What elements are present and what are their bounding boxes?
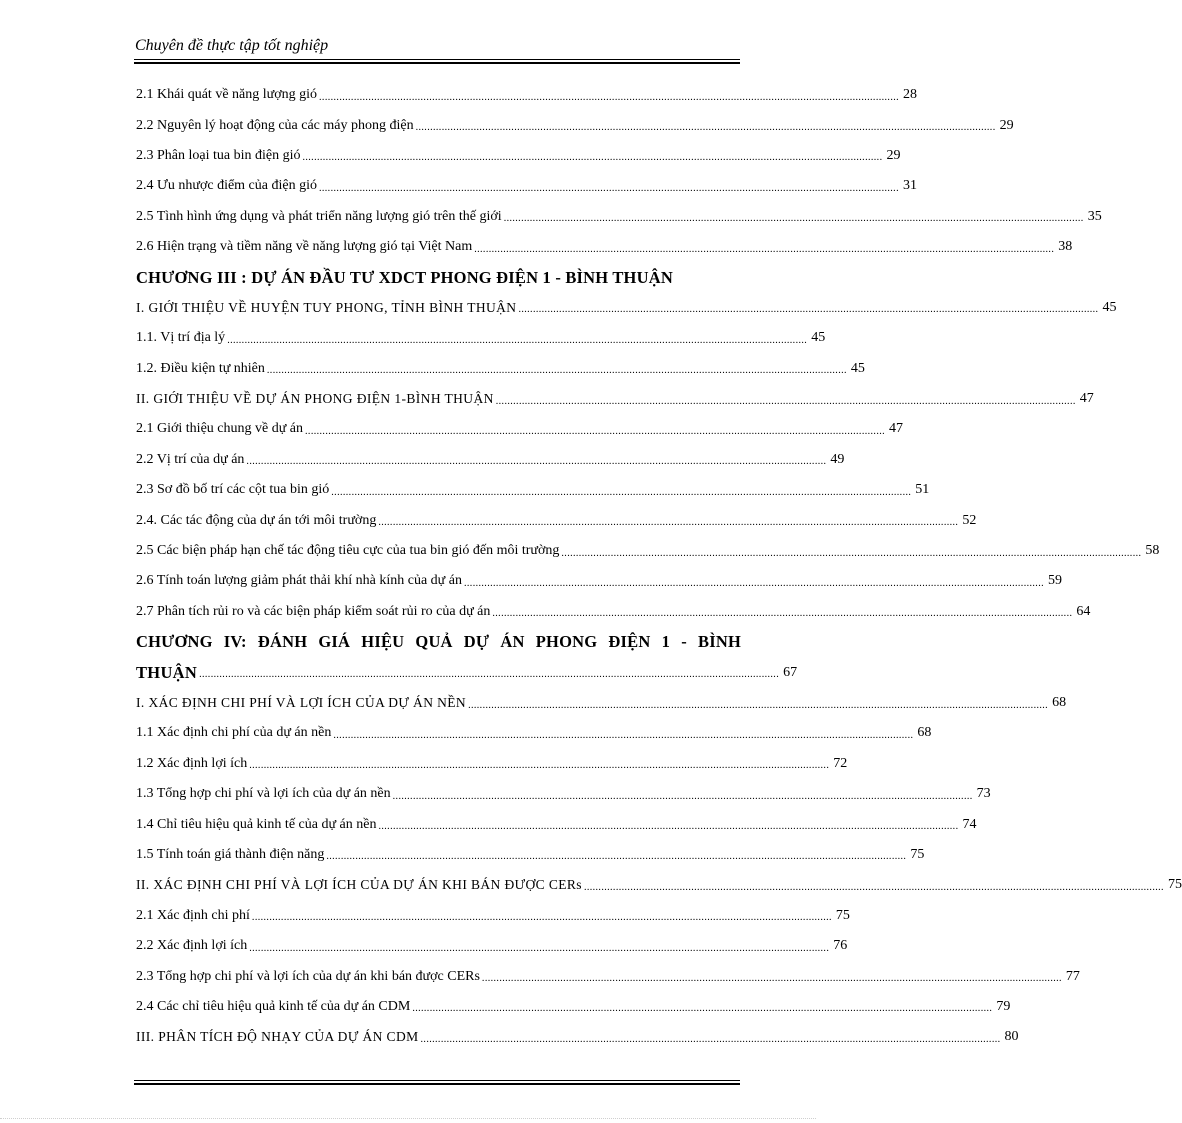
toc-entry[interactable] [136,475,930,505]
toc-dot-leader: ........................................................................................................................................................................................................ [495,395,1076,407]
toc-page-number: 47 [889,421,904,437]
toc-entry[interactable] [136,414,904,444]
toc-dot-leader: ........................................................................................................................................................................................................ [249,760,830,772]
toc-entry-label: 2.5 Các biện pháp hạn chế tác động tiêu cực của tua bin gió đến môi trường [136,543,560,559]
toc-entry-label: I. XÁC ĐỊNH CHI PHÍ VÀ LỢI ÍCH CỦA DỰ ÁN NỀN [136,695,467,710]
toc-dot-leader: ........................................................................................................................................................................................................ [305,425,886,437]
toc-entry[interactable] [136,110,1014,140]
toc-dot-leader: ........................................................................................................................................................................................................ [318,182,899,194]
toc-entry[interactable] [136,141,901,171]
toc-dot-leader: ........................................................................................................................................................................................................ [199,669,780,681]
toc-entry[interactable] [136,718,932,748]
toc-entry[interactable] [136,445,845,475]
toc-dot-leader: ........................................................................................................................................................................................................ [412,1003,993,1015]
page-header-title: Chuyên đề thực tập tốt nghiệp [135,37,329,54]
toc-dot-leader: ........................................................................................................................................................................................................ [333,729,914,741]
toc-dot-leader: ........................................................................................................................................................................................................ [420,1033,1001,1045]
toc-entry[interactable] [136,293,1117,323]
toc-entry[interactable] [136,809,977,839]
toc-entry[interactable] [136,1022,1019,1052]
toc-entry-label: CHƯƠNG III : DỰ ÁN ĐẦU TƯ XDCT PHONG ĐIỆN 1 - BÌNH THUẬN [136,267,673,287]
toc-entry[interactable] [136,232,1073,262]
toc-entry[interactable] [136,384,1094,414]
toc-dot-leader: ........................................................................................................................................................................................................ [503,213,1084,225]
toc-dot-leader: ........................................................................................................................................................................................................ [246,456,827,468]
toc-page-number: 68 [1052,695,1067,710]
toc-page-number: 28 [903,87,918,103]
toc-page-number: 52 [962,512,977,528]
toc-entry[interactable] [136,779,991,809]
footer-rule [134,1080,740,1085]
toc-dot-leader: ........................................................................................................................................................................................................ [319,91,900,103]
toc-dot-leader: ........................................................................................................................................................................................................ [331,486,912,498]
toc-entry-label: 2.5 Tình hình ứng dụng và phát triển năng lượng gió trên thế giới [136,208,502,224]
table-of-contents [136,80,1182,1053]
toc-page-number: 45 [1102,299,1117,315]
toc-entry[interactable] [136,80,918,110]
toc-page-number: 58 [1145,543,1160,559]
toc-chapter-heading[interactable] [136,262,741,292]
toc-entry[interactable] [136,931,848,961]
toc-dot-leader: ........................................................................................................................................................................................................ [474,243,1055,255]
toc-page-number: 31 [902,178,917,194]
toc-entry-label: 1.4 Chỉ tiêu hiệu quả kinh tế của dự án nền [136,816,377,832]
toc-entry-label: 2.4 Các chỉ tiêu hiệu quả kinh tế của dự án CDM [136,998,411,1014]
toc-page-number: 72 [833,755,848,771]
toc-entry[interactable] [136,961,1080,991]
toc-entry[interactable] [136,566,1062,596]
toc-dot-leader: ........................................................................................................................................................................................................ [464,577,1044,589]
toc-page-number: 73 [976,786,991,802]
toc-page-number: 74 [962,816,977,832]
toc-page-number: 35 [1087,208,1102,224]
toc-entry[interactable] [136,657,798,687]
toc-dot-leader: ........................................................................................................................................................................................................ [266,365,847,377]
toc-page-number: 77 [1065,968,1080,984]
toc-entry[interactable] [136,202,1102,232]
toc-entry[interactable] [136,840,925,870]
toc-entry-label: 2.4 Ưu nhược điểm của điện gió [136,178,317,194]
toc-page-number: 80 [1004,1029,1019,1045]
toc-entry-label: I. GIỚI THIỆU VỀ HUYỆN TUY PHONG, TỈNH BÌNH THUẬN [136,299,517,315]
toc-entry-label: III. PHÂN TÍCH ĐỘ NHẠY CỦA DỰ ÁN CDM [136,1029,419,1045]
toc-page-number: 67 [783,664,798,680]
toc-page-number: 45 [850,360,865,376]
toc-dot-leader: ........................................................................................................................................................................................................ [561,547,1142,559]
toc-entry-label: 2.7 Phân tích rủi ro và các biện pháp kiểm soát rủi ro của dự án [136,603,491,619]
toc-dot-leader: ........................................................................................................................................................................................................ [415,122,996,134]
toc-entry-label: II. GIỚI THIỆU VỀ DỰ ÁN PHONG ĐIỆN 1-BÌNH THUẬN [136,391,494,407]
toc-page-number: 47 [1079,391,1094,407]
toc-entry-label: 2.1 Giới thiệu chung về dự án [136,421,304,437]
toc-dot-leader: ........................................................................................................................................................................................................ [481,973,1062,985]
toc-page-number: 76 [833,938,848,954]
toc-entry[interactable] [136,992,1011,1022]
toc-dot-leader: ........................................................................................................................................................................................................ [326,851,907,863]
toc-entry-label: THUẬN [136,662,198,682]
toc-page-number: 29 [886,147,901,163]
toc-dot-leader: ........................................................................................................................................................................................................ [468,699,1049,711]
toc-page-number: 79 [996,998,1011,1014]
toc-entry-label: 2.3 Phân loại tua bin điện gió [136,147,301,163]
toc-entry[interactable] [136,536,1160,566]
toc-page-number: 59 [1048,573,1062,589]
toc-entry[interactable] [136,688,1067,718]
toc-dot-leader: ........................................................................................................................................................................................................ [583,881,1164,893]
toc-entry[interactable] [136,901,850,931]
toc-page-number: 38 [1058,239,1073,255]
toc-dot-leader: ........................................................................................................................................................................................................ [518,304,1099,316]
toc-entry-label: 1.1. Vị trí địa lý [136,330,226,346]
toc-entry-label: 1.1 Xác định chi phí của dự án nền [136,725,332,741]
toc-entry-label: 2.2 Vị trí của dự án [136,451,245,467]
toc-page-number: 51 [915,482,930,498]
toc-entry[interactable] [136,870,1182,900]
toc-entry-label: 1.2 Xác định lợi ích [136,755,248,771]
toc-dot-leader: ........................................................................................................................................................................................................ [392,790,973,802]
toc-dot-leader: ........................................................................................................................................................................................................ [251,912,832,924]
toc-entry-label: 2.2 Xác định lợi ích [136,938,248,954]
toc-page-number: 49 [830,451,845,467]
toc-dot-leader: ........................................................................................................................................................................................................ [492,608,1073,620]
toc-entry-label: 2.2 Nguyên lý hoạt động của các máy phong điện [136,117,414,133]
toc-entry-label: 2.6 Hiện trạng và tiềm năng về năng lượng gió tại Việt Nam [136,239,473,255]
toc-page-number: 45 [811,330,826,346]
toc-entry[interactable] [136,597,1091,627]
toc-dot-leader: ........................................................................................................................................................................................................ [249,942,830,954]
toc-entry-label: 1.2. Điều kiện tự nhiên [136,360,265,376]
toc-dot-leader: ........................................................................................................................................................................................................ [378,821,959,833]
toc-entry[interactable] [136,323,826,353]
toc-page-number: 75 [910,846,925,862]
toc-entry-label: CHƯƠNG IV: ĐÁNH GIÁ HIỆU QUẢ DỰ ÁN PHONG ĐIỆN 1 - BÌNH [136,632,741,652]
toc-page-number: 75 [1167,877,1182,893]
toc-entry-label: 2.1 Xác định chi phí [136,907,250,923]
toc-entry-label: II. XÁC ĐỊNH CHI PHÍ VÀ LỢI ÍCH CỦA DỰ ÁN KHI BÁN ĐƯỢC CERs [136,877,582,893]
toc-entry-label: 2.6 Tính toán lượng giảm phát thải khí nhà kính của dự án [136,573,462,589]
toc-entry[interactable] [136,749,848,779]
toc-entry-label: 2.3 Tổng hợp chi phí và lợi ích của dự án khi bán được CERs [136,968,480,984]
toc-entry-label: 2.1 Khái quát về năng lượng gió [136,87,318,103]
toc-dot-leader: ........................................................................................................................................................................................................ [378,517,959,529]
toc-entry-label: 1.5 Tính toán giá thành điện năng [136,846,325,862]
toc-entry[interactable] [136,171,917,201]
toc-page-number: 68 [917,725,932,741]
header-rule [134,59,740,64]
toc-chapter-heading[interactable] [136,627,741,657]
toc-entry-label: 2.3 Sơ đồ bố trí các cột tua bin gió [136,482,330,498]
toc-entry-label: 1.3 Tổng hợp chi phí và lợi ích của dự án nền [136,786,391,802]
toc-entry[interactable] [136,354,865,384]
toc-entry-label: 2.4. Các tác động của dự án tới môi trường [136,512,377,528]
toc-page-number: 29 [999,117,1014,133]
toc-page-number: 75 [835,907,850,923]
toc-dot-leader: ........................................................................................................................................................................................................ [227,334,808,346]
page-edge-divider [0,1118,816,1119]
toc-dot-leader: ........................................................................................................................................................................................................ [302,152,883,164]
toc-entry[interactable] [136,505,977,535]
toc-page-number: 64 [1076,603,1091,619]
